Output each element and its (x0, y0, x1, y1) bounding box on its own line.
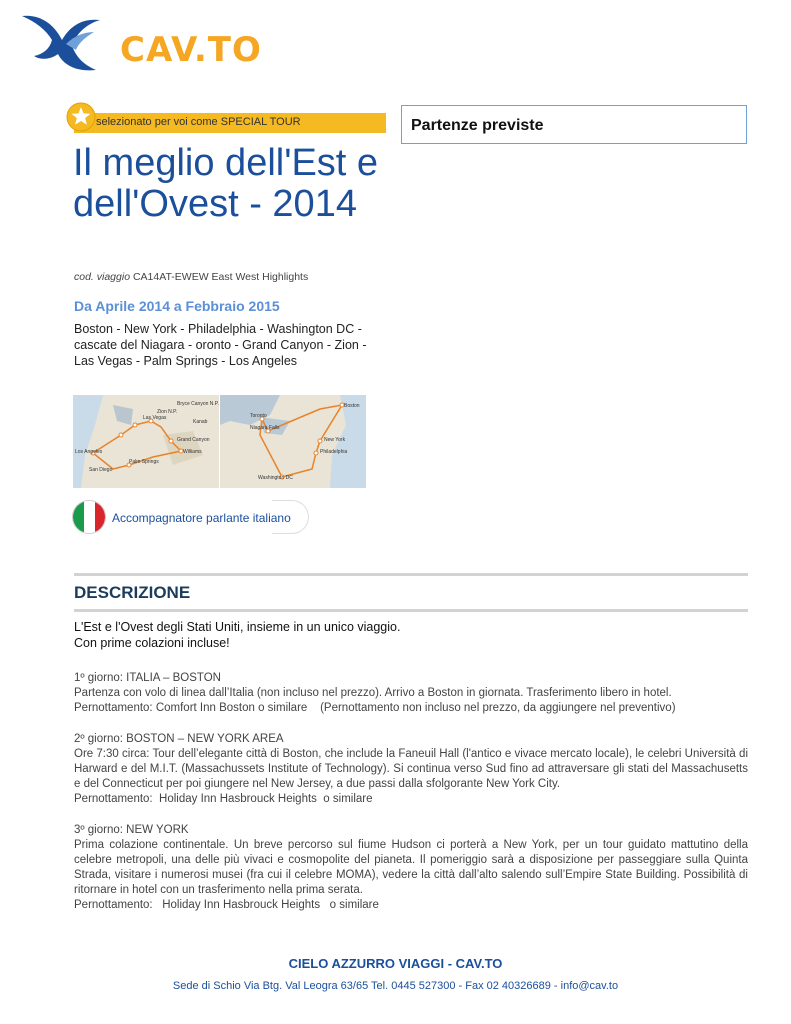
italian-flag-icon (72, 500, 106, 534)
map-label: Washington DC (258, 475, 293, 481)
section-divider (74, 573, 748, 576)
badge-border (272, 500, 309, 534)
page-title: Il meglio dell'Est e dell'Ovest - 2014 (73, 142, 379, 225)
intro-line: Con prime colazioni incluse! (74, 636, 230, 650)
guide-label: Accompagnatore parlante italiano (112, 511, 291, 525)
day-text: Ore 7:30 circa: Tour dell’elegante città di Boston, che include la Faneuil Hall (l'antico e vivace mercato locale), le celebri Università di Harward e del M.I.T. (Massachussets Institute of Technology). Si continua verso Sud fino ad attraversare gli stati del Massachusetts e del Connecticut per poi giungere nel New Jersey, a due passi dalla sfolgorante New York City. (74, 748, 748, 790)
departures-box[interactable] (401, 105, 747, 144)
itinerary-day (74, 732, 748, 807)
description-intro (74, 619, 400, 651)
day-accommodation: Pernottamento: Holiday Inn Hasbrouck Heights o similare (74, 793, 373, 805)
map-label: New York (324, 437, 346, 443)
footer-address[interactable]: Sede di Schio Via Btg. Val Leogra 63/65 Tel. 0445 527300 - Fax 02 40326689 - info@cav.to (172, 980, 619, 992)
intro-line: L'Est e l'Ovest degli Stati Uniti, insieme in un unico viaggio. (74, 620, 401, 634)
trip-route: Boston - New York - Philadelphia - Washington DC - cascate del Niagara - oronto - Grand Canyon - Zion - Las Vegas - Palm Springs - Los Angeles (74, 322, 367, 368)
trip-code (74, 271, 308, 283)
itinerary-day (74, 823, 748, 913)
logo-text: CAV.TO (120, 30, 262, 70)
day-title: 2º giorno: BOSTON – NEW YORK AREA (74, 733, 284, 745)
map-label: Kanab (193, 419, 208, 425)
day-text: Prima colazione continentale. Un breve percorso sul fiume Hudson ci porterà a New York, per un tour guidato mattutino della celebre metropoli, una delle più vivaci e cosmopolite del pianeta. Il pomeriggio sarà a disposizione per passeggiare sulla Quinta Strada, visitare i numerosi musei (fra cui il celebre MOMA), vedere la città dall’alto salendo sull’Empire State Building. Possibilità di ritornare in hotel con un trasferimento nella prima serata. (74, 839, 748, 896)
day-accommodation: Pernottamento: Comfort Inn Boston o similare (Pernottamento non incluso nel prezzo, da aggiungere nel preventivo) (74, 702, 676, 714)
trip-dates: Da Aprile 2014 a Febbraio 2015 (74, 298, 280, 314)
footer-company: CIELO AZZURRO VIAGGI - CAV.TO (288, 956, 503, 971)
italian-guide-badge (72, 500, 312, 534)
map-label: Boston (344, 403, 360, 409)
west-coast-map[interactable] (73, 395, 219, 488)
day-accommodation: Pernottamento: Holiday Inn Hasbrouck Heights o similare (74, 899, 379, 911)
day-title: 1º giorno: ITALIA – BOSTON (74, 672, 221, 684)
special-tour-label: selezionato per voi come SPECIAL TOUR (96, 116, 301, 128)
map-label: Toronto (250, 413, 267, 419)
map-label: San Diego (89, 467, 113, 473)
east-coast-map[interactable] (220, 395, 366, 488)
map-label: Philadelphia (320, 449, 348, 455)
map-label: Niagara Falls (250, 425, 280, 431)
map-label: Los Angeles (75, 449, 103, 455)
trip-code-prefix: cod. viaggio (74, 271, 131, 283)
star-icon (66, 102, 96, 132)
map-label: Grand Canyon (177, 437, 210, 443)
bird-logo-icon (20, 10, 110, 80)
map-label: Las Vegas (143, 415, 167, 421)
brand-logo[interactable] (20, 10, 270, 80)
section-divider (74, 609, 748, 612)
map-label: Zion N.P. (157, 409, 178, 415)
departures-title: Partenze previste (411, 117, 544, 134)
description-heading: DESCRIZIONE (74, 583, 191, 602)
map-label: Williams (183, 449, 202, 455)
itinerary-day (74, 671, 748, 716)
day-text: Partenza con volo di linea dall’Italia (non incluso nel prezzo). Arrivo a Boston in giornata. Trasferimento libero in hotel. (74, 687, 672, 699)
map-label: Bryce Canyon N.P. (177, 401, 219, 407)
day-title: 3º giorno: NEW YORK (74, 824, 189, 836)
map-label: Palm Springs (129, 459, 159, 465)
trip-code-value: CA14AT-EWEW East West Highlights (132, 271, 309, 283)
